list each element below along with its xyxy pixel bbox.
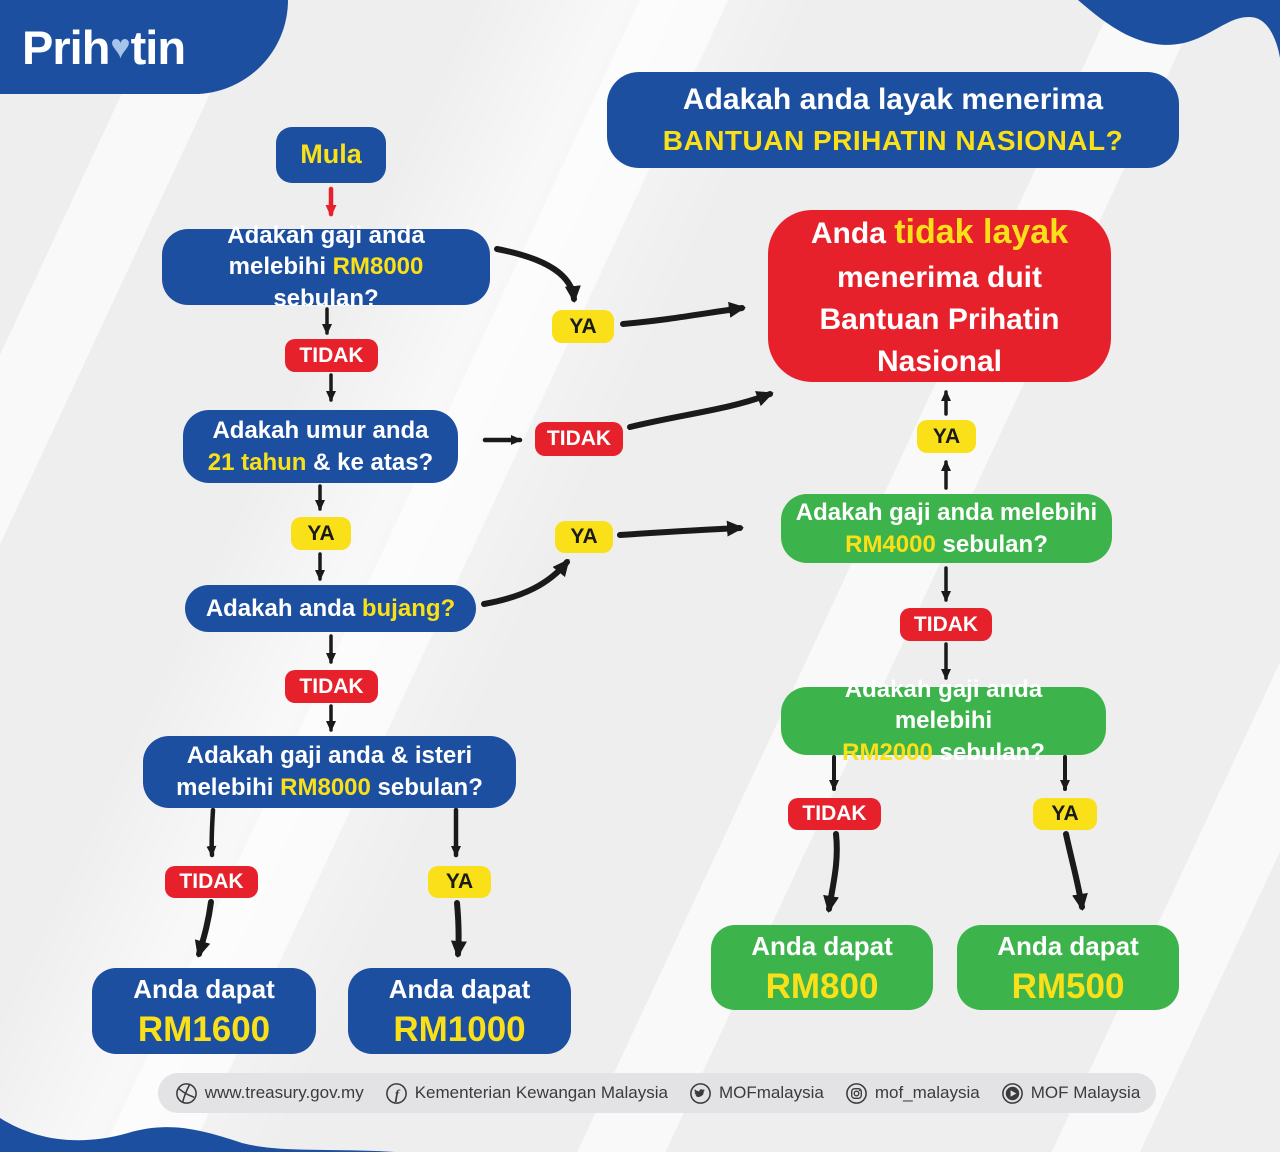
tidak-label-q6: TIDAK — [788, 798, 881, 830]
question-couple-8000: Adakah gaji anda & isteri melebihi RM8000 sebulan? — [143, 736, 516, 808]
footer-website-label: www.treasury.gov.my — [204, 1083, 364, 1102]
ya-label-q1: YA — [552, 310, 614, 343]
arrow-tidak-to-rm800 — [829, 834, 837, 909]
ya-label-q3: YA — [555, 521, 613, 553]
arrow-tidak-to-rm1600 — [199, 902, 211, 954]
result-rm800-amount: RM800 — [765, 966, 879, 1006]
question-salary-2000: Adakah gaji anda melebihi RM2000 sebulan? — [781, 687, 1106, 755]
title-line1: Adakah anda layak menerima — [682, 82, 1104, 116]
bottom-left-wave — [0, 1118, 395, 1152]
tidak-label-q2: TIDAK — [535, 422, 623, 456]
start-node: Mula — [276, 127, 386, 183]
footer-twitter — [688, 1081, 824, 1106]
footer-twitter-label: MOFmalaysia — [718, 1083, 824, 1102]
footer-instagram-label: mof_malaysia — [874, 1083, 980, 1102]
arrow-ya-to-q5 — [620, 528, 740, 535]
result-rm800 — [711, 925, 933, 1010]
footer-youtube-label: MOF Malaysia — [1030, 1083, 1141, 1102]
result-rm500-amount: RM500 — [1011, 966, 1125, 1006]
arrow-ya-to-rm500 — [1066, 834, 1082, 907]
result-rm1600-amount: RM1600 — [137, 1010, 271, 1050]
ya-label-q5: YA — [917, 420, 976, 453]
tidak-label-q3: TIDAK — [285, 670, 378, 703]
arrow-q4-to-tidak-branch — [212, 810, 213, 855]
footer-website — [174, 1081, 364, 1106]
arrow-ya-to-reject — [623, 308, 742, 324]
prihatin-logo — [0, 0, 288, 94]
heart-icon: ♥ — [110, 27, 130, 66]
poster-title — [607, 72, 1179, 168]
question-age-21: Adakah umur anda 21 tahun & ke atas? — [183, 410, 458, 483]
question-single: Adakah anda bujang? — [185, 585, 476, 632]
footer-youtube — [1000, 1081, 1141, 1106]
result-rm1000-amount: RM1000 — [393, 1010, 526, 1050]
reject-node: Anda tidak layak menerima duit Bantuan Prihatin Nasional — [768, 210, 1111, 382]
footer-facebook-label: Kementerian Kewangan Malaysia — [414, 1083, 668, 1102]
title-line2: BANTUAN PRIHATIN NASIONAL? — [662, 125, 1124, 157]
instagram-icon — [844, 1081, 869, 1106]
result-rm1600-text: Anda dapat — [133, 974, 275, 1005]
result-rm800-text: Anda dapat — [751, 930, 893, 961]
footer-bar — [158, 1073, 1156, 1113]
result-rm500-text: Anda dapat — [997, 930, 1139, 961]
question-salary-4000: Adakah gaji anda melebihi RM4000 sebulan? — [781, 494, 1112, 563]
top-right-wave — [1078, 0, 1280, 58]
tidak-label-q5: TIDAK — [900, 608, 992, 641]
result-rm1600 — [92, 968, 316, 1054]
result-rm500 — [957, 925, 1179, 1010]
svg-text:f: f — [394, 1086, 399, 1102]
facebook-icon — [384, 1081, 409, 1106]
result-rm1000 — [348, 968, 571, 1054]
tidak-label-q1: TIDAK — [285, 339, 378, 372]
arrow-q1-to-ya-curved — [497, 249, 574, 299]
globe-icon — [174, 1081, 199, 1106]
arrow-ya-to-rm1000 — [457, 903, 459, 954]
arrow-tidak-to-reject — [630, 394, 770, 427]
ya-label-q2: YA — [291, 517, 351, 550]
ya-label-q4: YA — [428, 866, 491, 898]
question-salary-8000: Adakah gaji anda melebihi RM8000 sebulan? — [162, 229, 490, 305]
twitter-icon — [688, 1081, 713, 1106]
tidak-label-q4: TIDAK — [165, 866, 258, 898]
result-rm1000-text: Anda dapat — [388, 974, 531, 1005]
footer-facebook — [384, 1081, 668, 1106]
prihatin-logo-text: Prih♥tin — [22, 20, 186, 74]
footer-instagram — [844, 1081, 980, 1106]
youtube-icon — [1000, 1081, 1025, 1106]
ya-label-q6: YA — [1033, 798, 1097, 830]
arrow-q3-to-ya-curved — [484, 562, 567, 604]
